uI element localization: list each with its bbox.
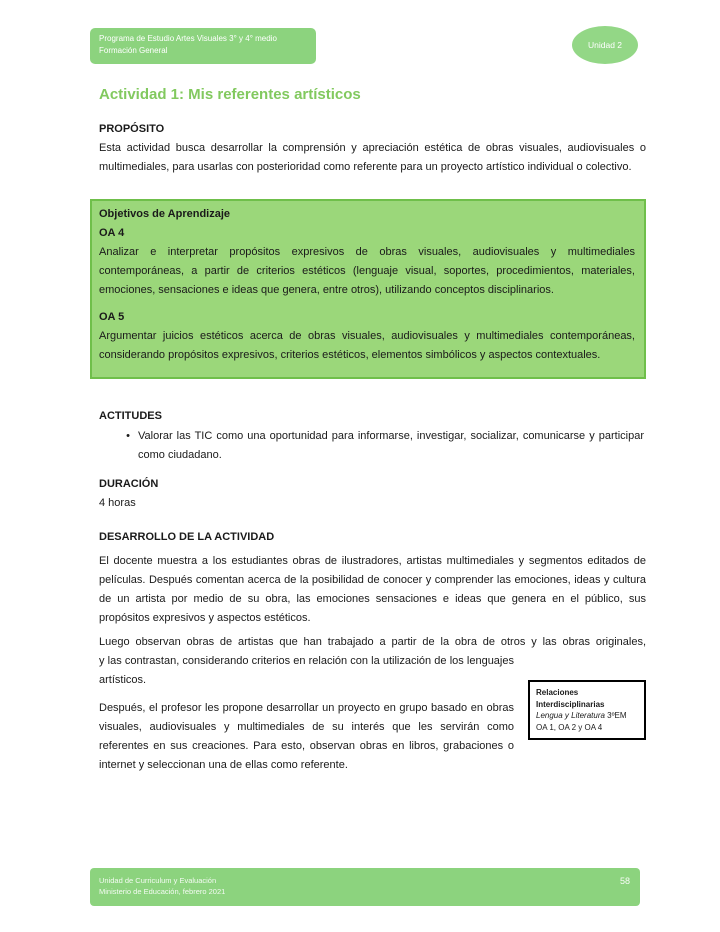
oa5-paragraph: Argumentar juicios estéticos acerca de obras visuales, audiovisuales y multimediales contemporáneas, considerando propósitos expresivos, criterios estéticos, elementos simbólicos y aspectos contextuales. (99, 330, 635, 361)
program-subtitle: Formación General (99, 46, 168, 55)
desarrollo-paragraph-1: El docente muestra a los estudiantes obras de ilustradores, artistas multimediales y segmentos editados de películas. Después comentan acerca de la posibilidad de conocer y comprender las emociones, ideas y cultura de un artista por medio de su obra, las emociones sensaciones e ideas que genera en el público, sus propósitos expresivos y aspectos estéticos. (99, 555, 646, 624)
relaciones-title-line2: Interdisciplinarias (536, 699, 605, 709)
page-title: Actividad 1: Mis referentes artísticos (99, 86, 361, 103)
program-badge (90, 28, 316, 64)
desarrollo-heading: DESARROLLO DE LA ACTIVIDAD (99, 531, 275, 543)
relaciones-level: 3ºEM (607, 711, 627, 720)
footer-line1: Unidad de Curriculum y Evaluación (99, 876, 217, 885)
program-title: Programa de Estudio Artes Visuales 3° y 4° medio (99, 34, 277, 43)
duracion-value: 4 horas (99, 497, 136, 509)
bullet-icon: • (126, 430, 130, 442)
relaciones-oas: OA 1, OA 2 y OA 4 (536, 722, 603, 732)
oa5-label: OA 5 (99, 311, 125, 323)
desarrollo-paragraph-3: Después, el profesor les propone desarrollar un proyecto en grupo basado en obras visuales, audiovisuales y multimediales de su interés que les servirán como referentes en sus creaciones. Para esto, observan obras en libros, grabaciones o internet y seleccionan una de ellas como referente. (99, 702, 514, 771)
relaciones-float (528, 680, 646, 740)
footer-left (99, 875, 225, 897)
relaciones-subject: Lengua y Literatura (536, 711, 605, 720)
footer-line2: Ministerio de Educación, febrero 2021 (99, 887, 226, 896)
page-footer (90, 868, 640, 906)
oa4-label: OA 4 (99, 227, 125, 239)
actitudes-heading: ACTITUDES (99, 410, 162, 422)
objetivos-heading: Objetivos de Aprendizaje (99, 208, 231, 220)
relaciones-title-line1: Relaciones (536, 688, 579, 697)
proposito-paragraph: Esta actividad busca desarrollar la comprensión y apreciación estética de obras visuales, audiovisuales o multimediales, para usarlas con posterioridad como referente para un proyecto artístico individual o colectivo. (99, 142, 646, 173)
relaciones-interdisciplinarias-box (528, 680, 646, 740)
oa-gap (99, 300, 635, 308)
desarrollo-paragraph-2-rest: y las contrastan, considerando criterios en relación con la utilización de los lenguajes artísticos. (99, 655, 514, 686)
duracion-heading: DURACIÓN (99, 478, 159, 490)
desarrollo-paragraph-2-first-line: Luego observan obras de artistas que han trabajado a partir de la obra de otros y las obras originales, (99, 636, 646, 648)
oa4-paragraph: Analizar e interpretar propósitos expresivos de obras visuales, audiovisuales y multimediales contemporáneas, a partir de criterios estéticos (lenguaje visual, soportes, procedimientos, materiales, emociones, sensaciones e ideas que genera, entre otros), utilizando conceptos disciplinarios. (99, 246, 635, 296)
actitudes-bullet-item (90, 427, 646, 465)
page-number: 58 (619, 876, 630, 886)
relaciones-subject-line (536, 710, 638, 722)
actitudes-bullet-text: Valorar las TIC como una oportunidad para informarse, investigar, socializar, comunicarse y participar como ciudadano. (138, 430, 644, 461)
proposito-heading: PROPÓSITO (99, 123, 165, 135)
objetivos-box (90, 199, 646, 379)
unit-badge: Unidad 2 (572, 26, 638, 64)
page-header (90, 0, 646, 64)
desarrollo-wrap-zone (90, 652, 646, 775)
